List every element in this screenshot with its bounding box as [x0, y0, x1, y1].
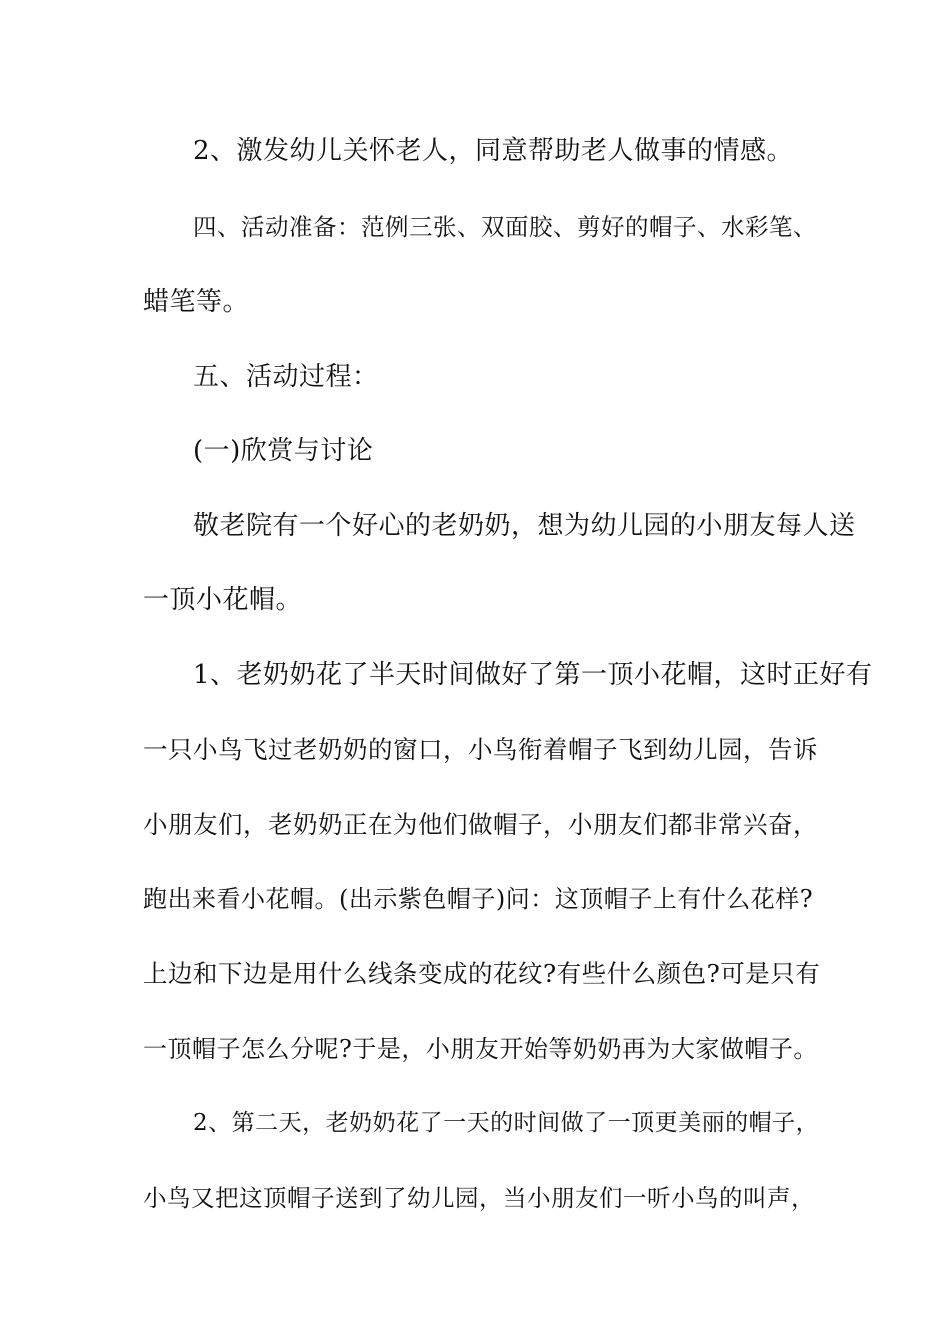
- subsection-heading: (一)欣赏与讨论: [193, 436, 374, 466]
- paragraph-line: 一顶小花帽。: [143, 585, 303, 615]
- paragraph-line: 一只小鸟飞过老奶奶的窗口，小鸟衔着帽子飞到幼儿园，告诉: [143, 735, 818, 764]
- paragraph-line: 上边和下边是用什么线条变成的花纹?有些什么颜色?可是只有: [143, 959, 821, 988]
- paragraph-line: 敬老院有一个好心的老奶奶，想为幼儿园的小朋友每人送: [193, 511, 856, 541]
- paragraph-line: 小鸟又把这顶帽子送到了幼儿园，当小朋友们一听小鸟的叫声，: [143, 1184, 815, 1212]
- paragraph-line: 蜡笔等。: [143, 287, 250, 317]
- paragraph-line: 2、激发幼儿关怀老人，同意帮助老人做事的情感。: [193, 136, 794, 166]
- paragraph-line: 小朋友们，老奶奶正在为他们做帽子，小朋友们都非常兴奋，: [143, 810, 818, 839]
- paragraph-line: 1、老奶奶花了半天时间做好了第一顶小花帽，这时正好有: [193, 660, 873, 690]
- paragraph-line: 2、第二天，老奶奶花了一天的时间做了一顶更美丽的帽子，: [193, 1110, 820, 1136]
- paragraph-line: 一顶帽子怎么分呢?于是，小朋友开始等奶奶再为大家做帽子。: [143, 1035, 818, 1063]
- paragraph-line: 跑出来看小花帽。(出示紫色帽子)问：这顶帽子上有什么花样?: [143, 885, 814, 913]
- paragraph-line: 四、活动准备：范例三张、双面胶、剪好的帽子、水彩笔、: [193, 213, 817, 241]
- section-heading: 五、活动过程：: [193, 362, 379, 392]
